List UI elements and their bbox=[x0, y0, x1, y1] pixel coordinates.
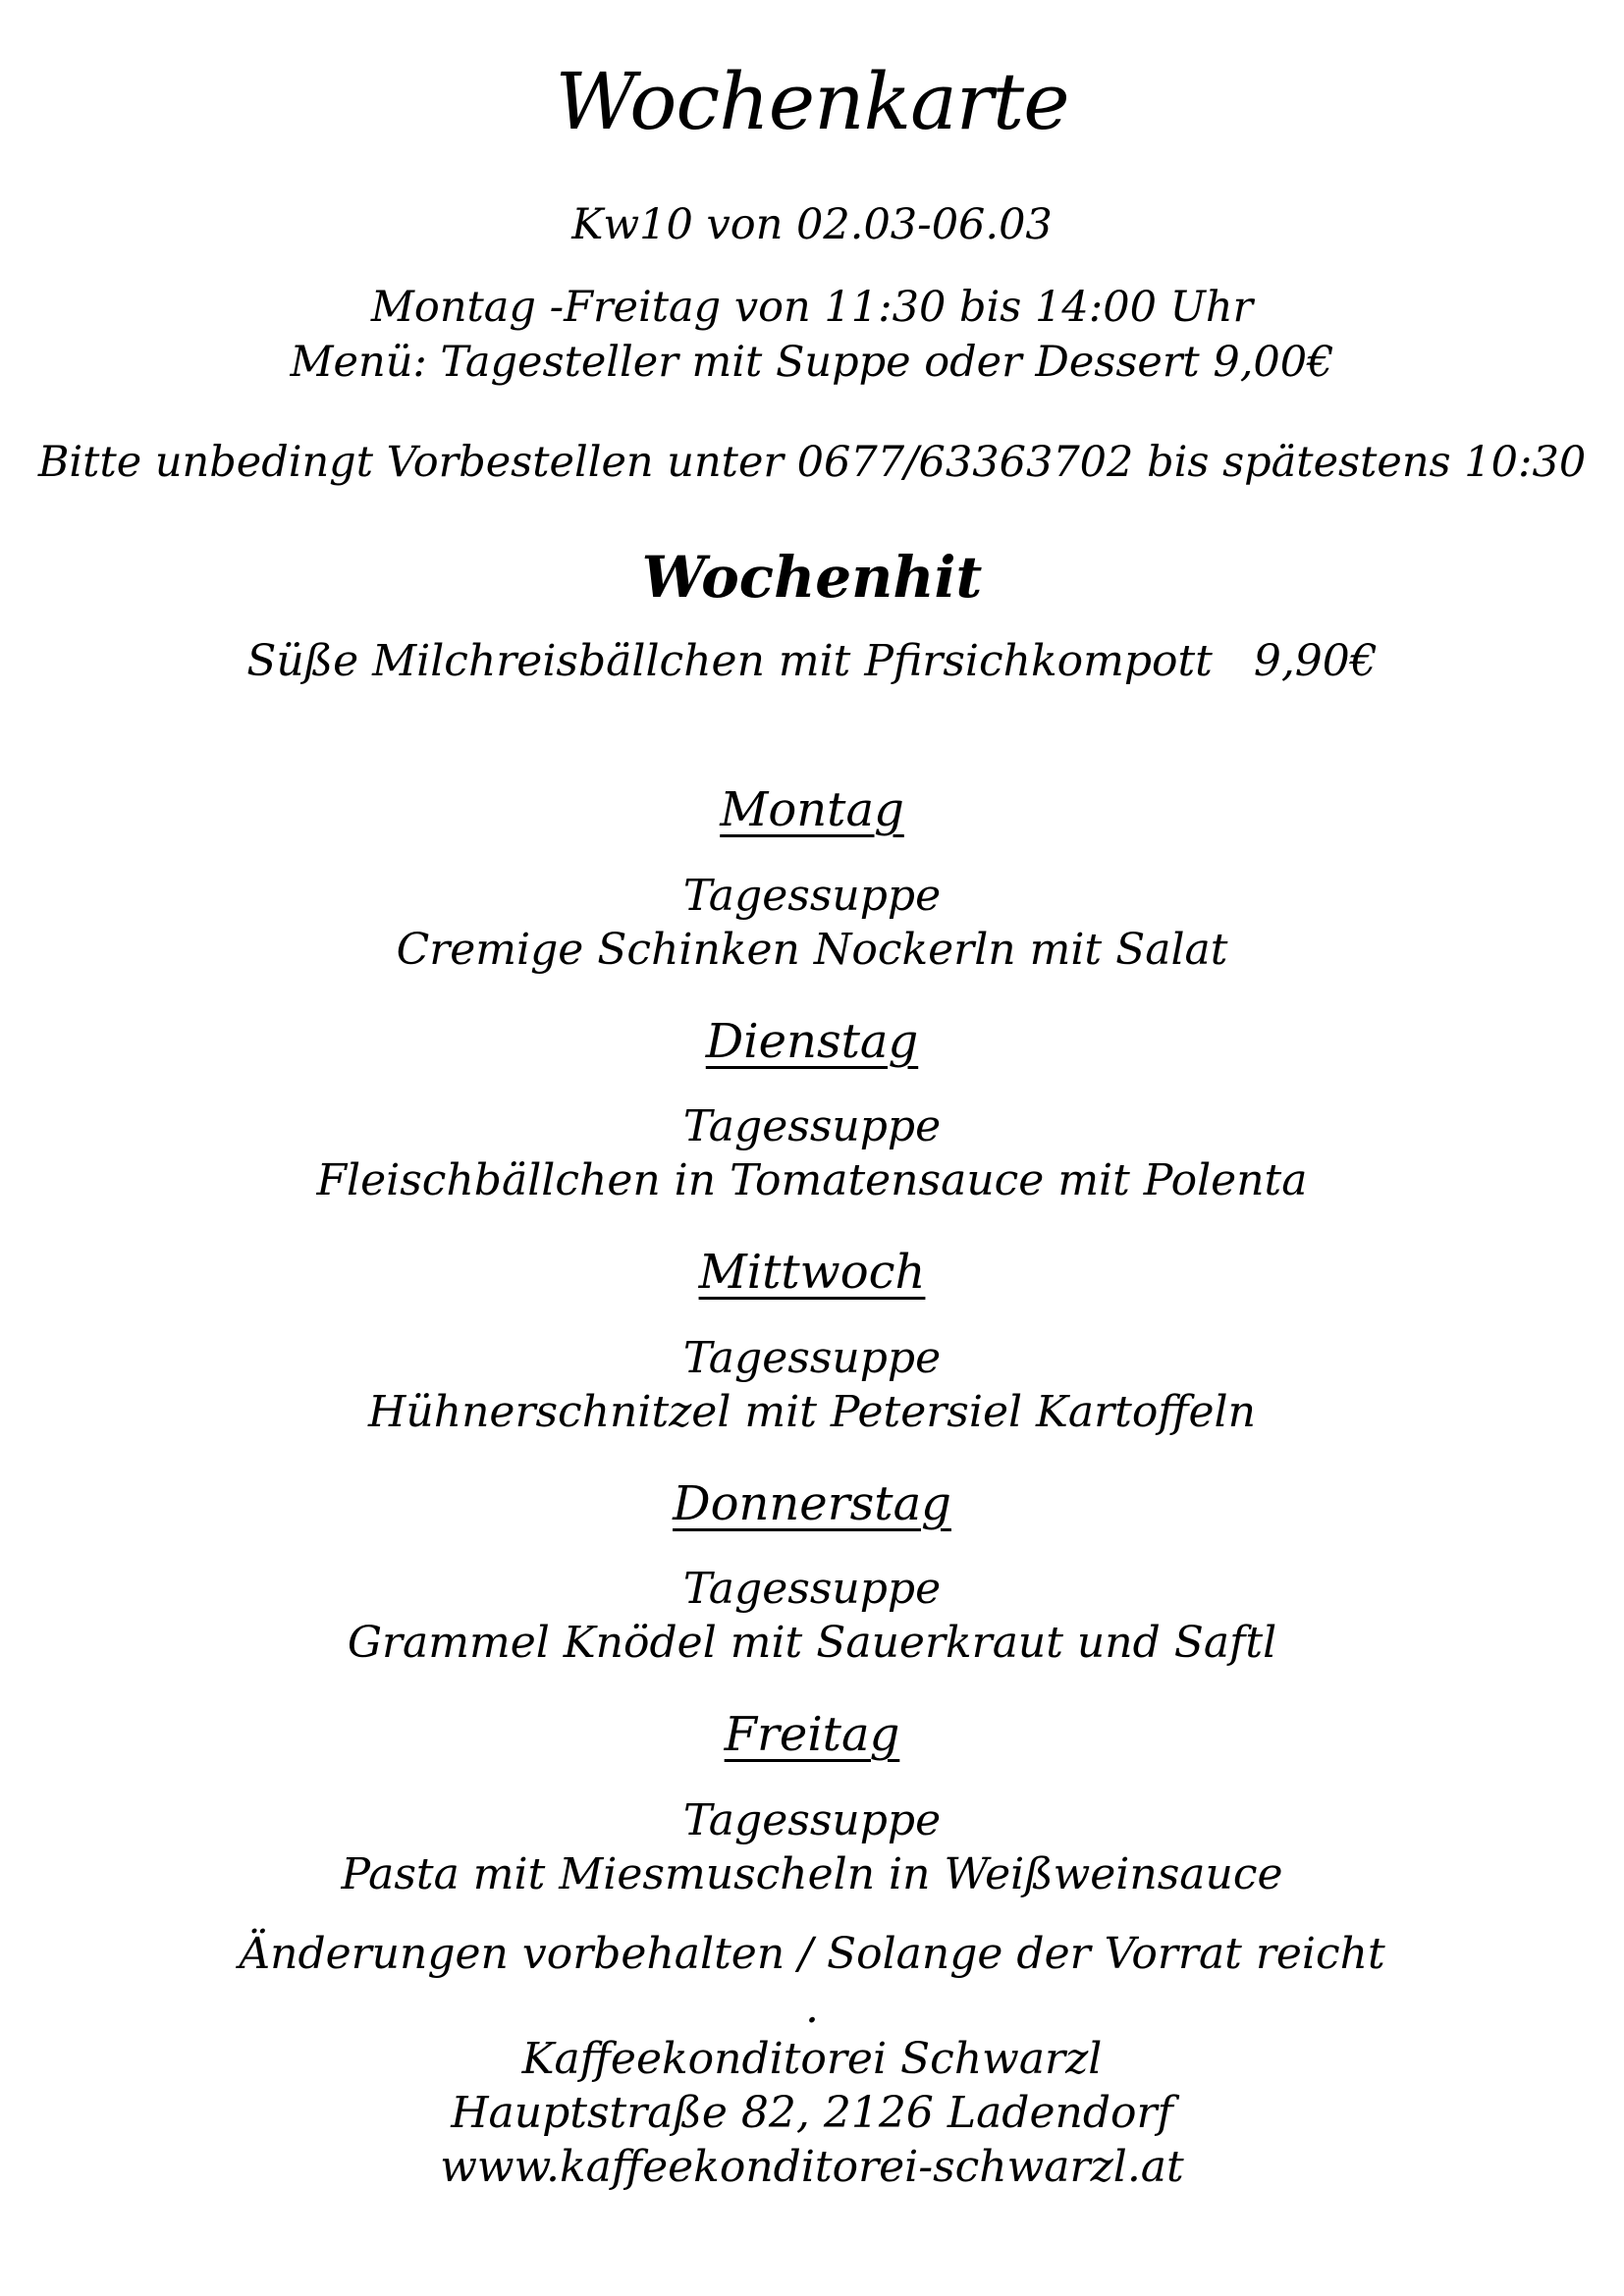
day-menu-freitag bbox=[0, 1793, 1624, 1901]
opening-hours: Montag -Freitag von 11:30 bis 14:00 Uhr bbox=[370, 282, 1254, 332]
day-heading-donnerstag bbox=[0, 1476, 1624, 1533]
day-menu-dienstag bbox=[0, 1099, 1624, 1207]
business-info bbox=[0, 2032, 1624, 2194]
business-name: Kaffeekonditorei Schwarzl bbox=[521, 2034, 1103, 2085]
day-dish: Hühnerschnitzel mit Petersiel Kartoffeln bbox=[368, 1386, 1256, 1437]
day-heading-freitag bbox=[0, 1707, 1624, 1764]
day-dish: Cremige Schinken Nockerln mit Salat bbox=[396, 924, 1228, 975]
day-heading-montag bbox=[0, 782, 1624, 839]
hours-block bbox=[0, 281, 1624, 391]
day-menu-mittwoch bbox=[0, 1331, 1624, 1439]
day-section-donnerstag bbox=[0, 1476, 1624, 1671]
day-soup: Tagessuppe bbox=[682, 1564, 942, 1615]
day-heading-label: Montag bbox=[720, 782, 904, 838]
menu-offer: Menü: Tagesteller mit Suppe oder Dessert 9,00€ bbox=[290, 337, 1334, 387]
business-website: www.kaffeekonditorei-schwarzl.at bbox=[440, 2142, 1184, 2193]
day-heading-label: Freitag bbox=[724, 1707, 900, 1763]
footer bbox=[0, 1927, 1624, 2194]
wochenhit-heading: Wochenhit bbox=[641, 543, 983, 611]
day-heading-label: Mittwoch bbox=[698, 1245, 926, 1301]
day-heading-mittwoch bbox=[0, 1245, 1624, 1302]
day-soup: Tagessuppe bbox=[682, 1332, 942, 1383]
preorder-notice: Bitte unbedingt Vorbestellen unter 0677/63363702 bis spätestens 10:30 bbox=[37, 437, 1587, 487]
business-address: Hauptstraße 82, 2126 Ladendorf bbox=[451, 2088, 1173, 2139]
day-heading-label: Donnerstag bbox=[673, 1475, 951, 1531]
separator-dot: . bbox=[805, 1983, 819, 2034]
day-soup: Tagessuppe bbox=[682, 1795, 942, 1846]
day-section-freitag bbox=[0, 1707, 1624, 1901]
day-soup: Tagessuppe bbox=[682, 1101, 942, 1152]
page-title: Wochenkarte bbox=[555, 56, 1069, 147]
day-dish: Grammel Knödel mit Sauerkraut und Saftl bbox=[347, 1618, 1277, 1669]
wochenhit-item: Süße Milchreisbällchen mit Pfirsichkompott 9,90€ bbox=[246, 636, 1378, 687]
day-menu-donnerstag bbox=[0, 1562, 1624, 1670]
week-range: Kw10 von 02.03-06.03 bbox=[571, 200, 1053, 249]
day-heading-label: Dienstag bbox=[705, 1013, 919, 1069]
day-dish: Fleischbällchen in Tomatensauce mit Polenta bbox=[316, 1155, 1308, 1206]
day-section-montag bbox=[0, 782, 1624, 977]
day-section-mittwoch bbox=[0, 1245, 1624, 1439]
day-sections bbox=[0, 782, 1624, 1901]
day-menu-montag bbox=[0, 869, 1624, 977]
day-dish: Pasta mit Miesmuscheln in Weißweinsauce bbox=[341, 1849, 1283, 1900]
disclaimer: Änderungen vorbehalten / Solange der Vorrat reicht bbox=[239, 1929, 1385, 1980]
day-heading-dienstag bbox=[0, 1014, 1624, 1071]
day-section-dienstag bbox=[0, 1014, 1624, 1208]
day-soup: Tagessuppe bbox=[682, 870, 942, 921]
